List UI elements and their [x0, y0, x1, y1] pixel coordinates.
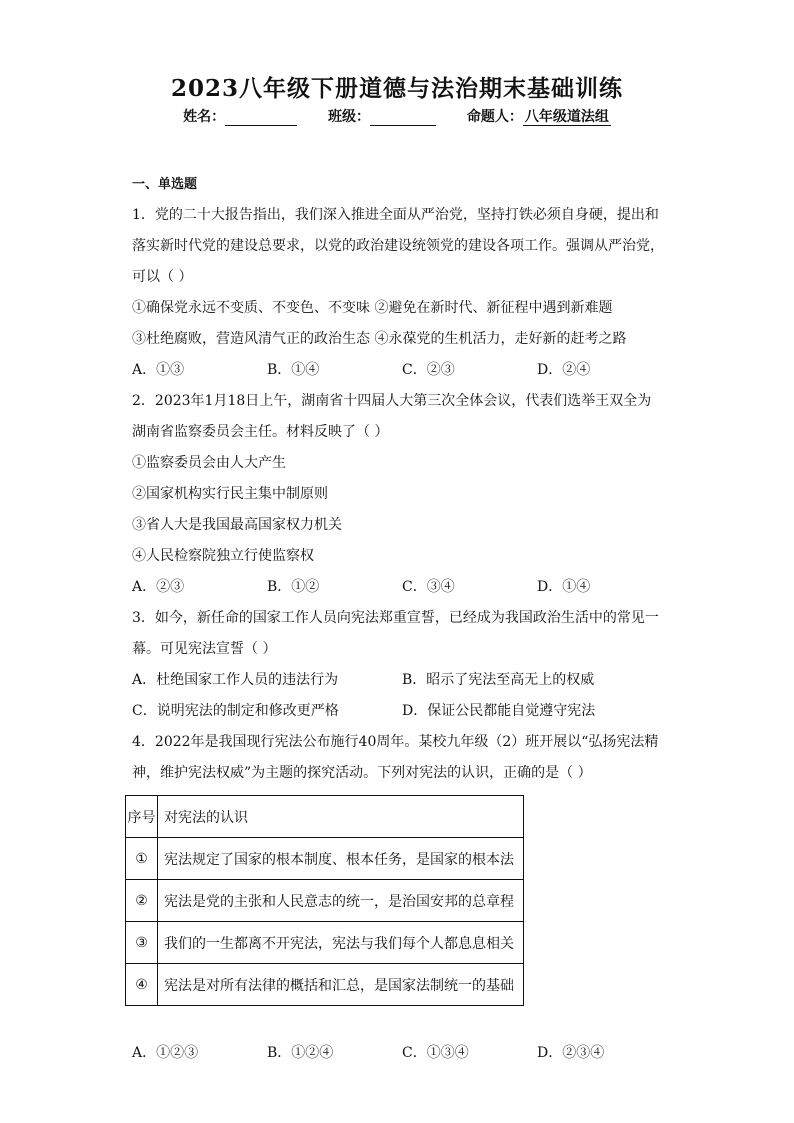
- option-b[interactable]: B．昭示了宪法至高无上的权威: [402, 672, 595, 688]
- exam-title: 2023八年级下册道德与法治期末基础训练: [170, 75, 623, 102]
- option-c[interactable]: C．③④: [402, 579, 455, 595]
- option-a[interactable]: A．②③: [132, 579, 185, 595]
- option-d[interactable]: D．①④: [537, 579, 591, 595]
- option-c[interactable]: C．②③: [402, 362, 455, 378]
- question-stem-line: 可以（ ）: [132, 269, 193, 285]
- class-label: 班级：: [328, 109, 370, 125]
- question-content: [127, 174, 672, 1069]
- table-row: [126, 964, 524, 1006]
- statement-line: ②国家机构实行民主集中制原则: [132, 486, 328, 502]
- question-stem-line: 落实新时代党的建设总要求，以党的政治建设统领党的建设各项工作。强调从严治党，: [132, 238, 664, 254]
- table-header-cell: 序号: [126, 796, 158, 838]
- question-stem-line: 4．2022年是我国现行宪法公布施行40周年。某校九年级（2）班开展以“弘扬宪法精: [132, 734, 659, 750]
- option-a[interactable]: A．①③: [132, 362, 185, 378]
- statement-line: ③省人大是我国最高国家权力机关: [132, 517, 342, 533]
- table-cell-number: ③: [126, 922, 158, 964]
- answer-options: [132, 572, 672, 603]
- option-d[interactable]: D．②③④: [537, 1045, 605, 1061]
- table-cell-text: 宪法是对所有法律的概括和汇总，是国家法制统一的基础: [158, 964, 524, 1006]
- student-info-line: [0, 106, 794, 126]
- author-label: 命题人：: [466, 109, 523, 125]
- table-header-row: [126, 796, 524, 838]
- option-a[interactable]: A．①②③: [132, 1045, 199, 1061]
- class-blank[interactable]: [370, 109, 436, 126]
- question-2: [132, 386, 672, 603]
- question-4: [127, 727, 672, 1069]
- table-cell-number: ①: [126, 838, 158, 880]
- option-b[interactable]: B．①④: [267, 362, 320, 378]
- question-stem-line: 神，维护宪法权威”为主题的探究活动。下列对宪法的认识，正确的是（ ）: [132, 765, 592, 781]
- option-b[interactable]: B．①②: [267, 579, 320, 595]
- question-stem-line: 1．党的二十大报告指出，我们深入推进全面从严治党，坚持打铁必须自身硬，提出和: [132, 207, 659, 223]
- answer-options: [132, 1038, 672, 1069]
- question-stem-line: 幕。可见宪法宣誓（ ）: [132, 641, 277, 657]
- table-cell-number: ②: [126, 880, 158, 922]
- statement-line: ①监察委员会由人大产生: [132, 455, 286, 471]
- statement-line: ④人民检察院独立行使监察权: [132, 548, 314, 564]
- question-stem-line: 2．2023年1月18日上午，湖南省十四届人大第三次全体会议，代表们选举王双全为: [132, 393, 652, 409]
- answer-options: [132, 696, 672, 727]
- table-cell-number: ④: [126, 964, 158, 1006]
- option-a[interactable]: A．杜绝国家工作人员的违法行为: [132, 672, 339, 688]
- option-b[interactable]: B．①②④: [267, 1045, 334, 1061]
- option-d[interactable]: D．保证公民都能自觉遵守宪法: [402, 703, 596, 719]
- statement-line: ①确保党永远不变质、不变色、不变味 ②避免在新时代、新征程中遇到新难题: [132, 300, 613, 316]
- table-cell-text: 宪法是党的主张和人民意志的统一，是治国安邦的总章程: [158, 880, 524, 922]
- section-title: 一、单选题: [132, 177, 198, 192]
- question-stem-line: 湖南省监察委员会主任。材料反映了（ ）: [132, 424, 389, 440]
- option-d[interactable]: D．②④: [537, 362, 591, 378]
- name-blank[interactable]: [225, 109, 297, 126]
- statement-line: ③杜绝腐败，营造风清气正的政治生态 ④永葆党的生机活力，走好新的赶考之路: [132, 331, 627, 347]
- constitution-table: [125, 795, 524, 1006]
- option-c[interactable]: C．①③④: [402, 1045, 469, 1061]
- table-row: [126, 838, 524, 880]
- table-row: [126, 922, 524, 964]
- table-cell-text: 宪法规定了国家的根本制度、根本任务，是国家的根本法: [158, 838, 524, 880]
- table-cell-text: 我们的一生都离不开宪法，宪法与我们每个人都息息相关: [158, 922, 524, 964]
- question-3: [132, 603, 672, 727]
- table-header-cell: 对宪法的认识: [158, 796, 524, 838]
- question-1: [132, 200, 672, 386]
- question-stem-line: 3．如今，新任命的国家工作人员向宪法郑重宣誓，已经成为我国政治生活中的常见一: [132, 610, 659, 626]
- author-value: 八年级道法组: [524, 109, 609, 125]
- answer-options: [132, 355, 672, 386]
- option-c[interactable]: C．说明宪法的制定和修改更严格: [132, 703, 339, 719]
- name-label: 姓名：: [183, 109, 226, 125]
- table-row: [126, 880, 524, 922]
- answer-options: [132, 665, 672, 696]
